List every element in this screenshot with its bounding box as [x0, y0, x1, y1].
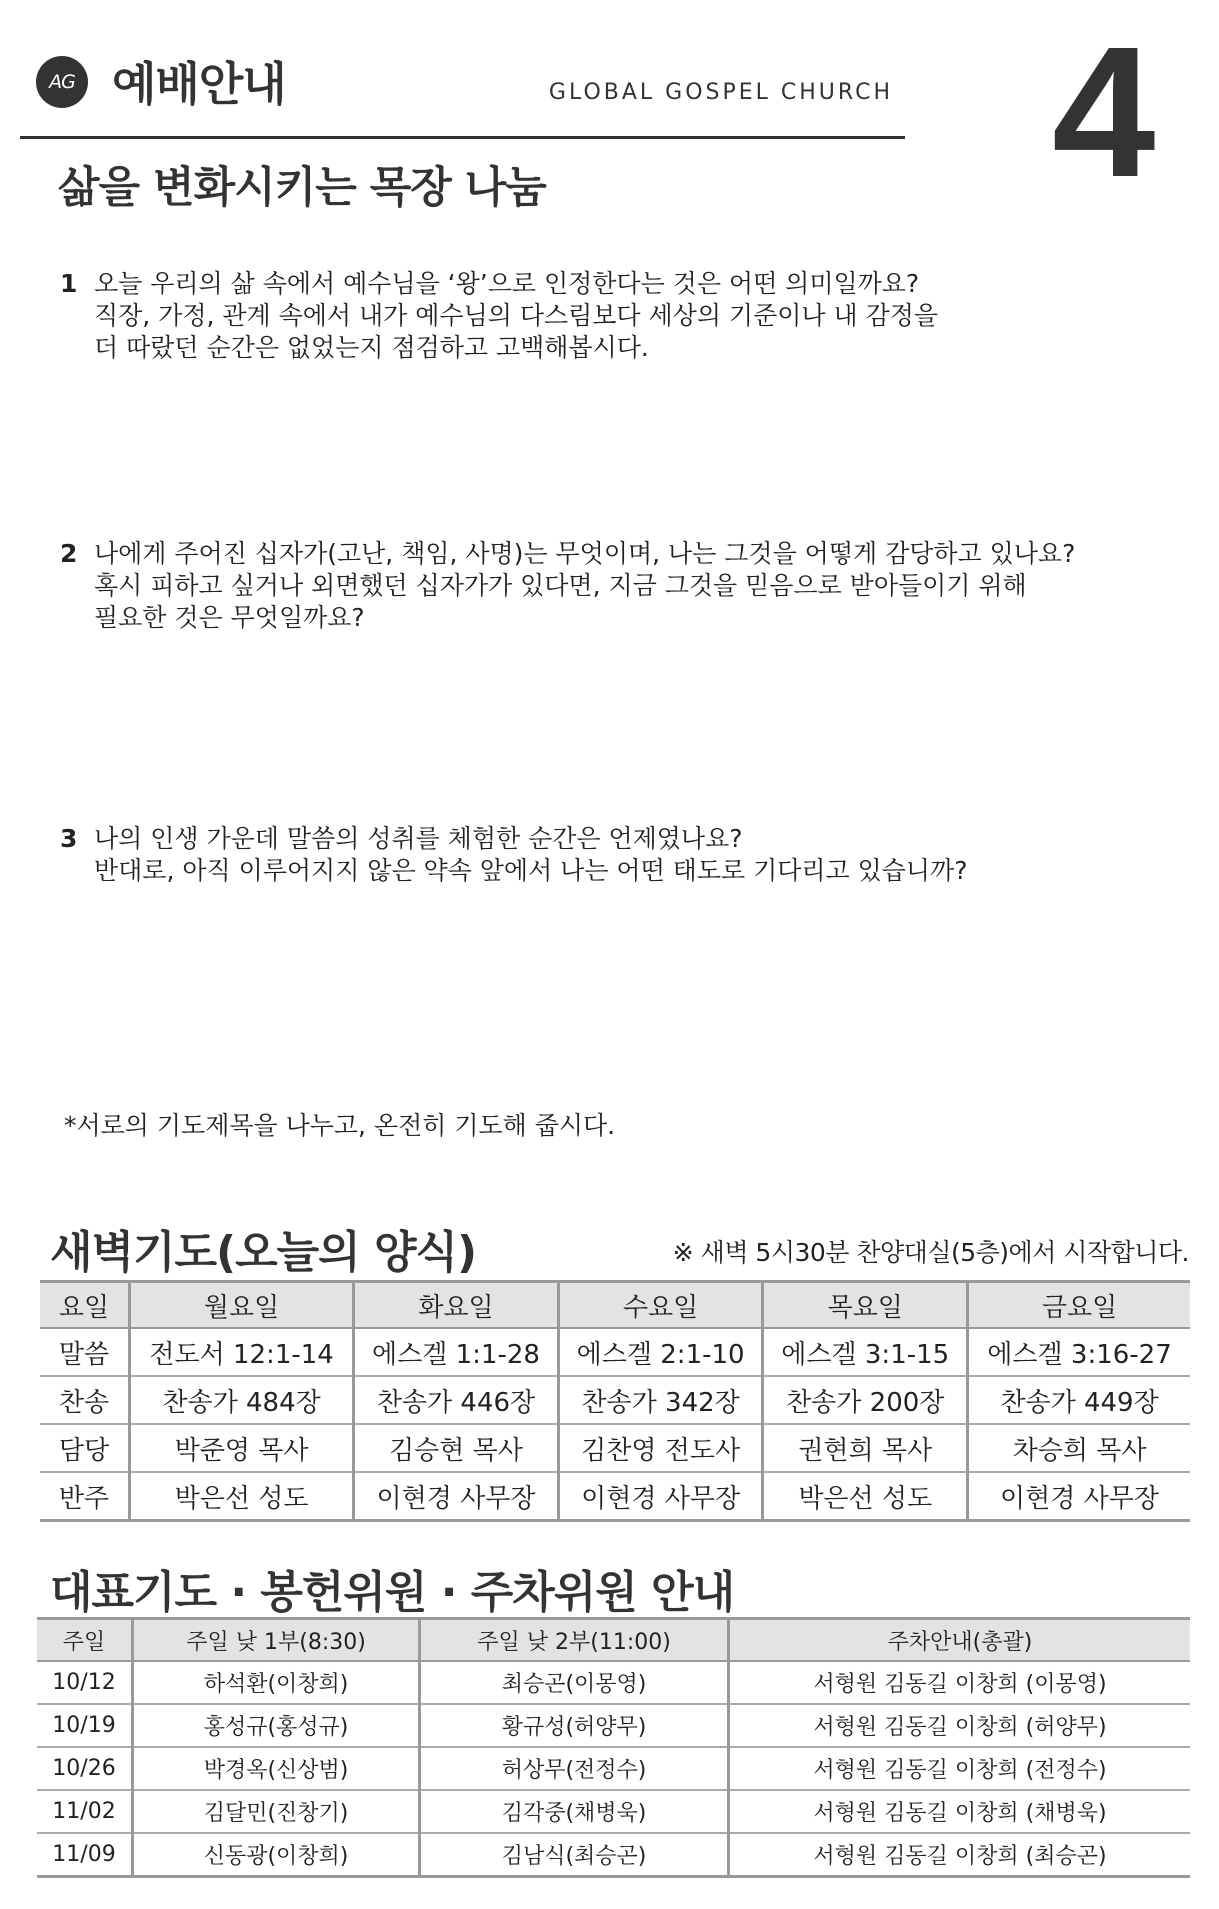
table-cell: 서형원 김동길 이창희 (최승곤) — [728, 1833, 1190, 1877]
question-2 — [60, 538, 1075, 634]
table-cell: 차승희 목사 — [968, 1424, 1190, 1472]
table-cell: 10/12 — [37, 1661, 133, 1704]
table-cell: 하석환(이창희) — [133, 1661, 420, 1704]
table-cell: 김승현 목사 — [354, 1424, 559, 1472]
table-cell: 에스겔 3:16-27 — [968, 1328, 1190, 1376]
section-title: 삶을 변화시키는 목장 나눔 — [58, 163, 546, 213]
table-header-cell: 목요일 — [763, 1282, 968, 1329]
table-cell: 박은선 성도 — [763, 1472, 968, 1521]
church-name: GLOBAL GOSPEL CHURCH — [548, 80, 893, 105]
table-row — [37, 1747, 1190, 1790]
question-line: 반대로, 아직 이루어지지 않은 약속 앞에서 나는 어떤 태도로 기다리고 있습니까? — [94, 856, 968, 885]
table-cell: 박경옥(신상범) — [133, 1747, 420, 1790]
question-line: 오늘 우리의 삶 속에서 예수님을 ‘왕’으로 인정한다는 것은 어떤 의미일까요? — [94, 269, 920, 298]
table-cell: 박은선 성도 — [130, 1472, 354, 1521]
prayer-note: *서로의 기도제목을 나누고, 온전히 기도해 줍시다. — [64, 1111, 616, 1140]
table-cell: 반주 — [40, 1472, 130, 1521]
table-cell: 서형원 김동길 이창희 (허양무) — [728, 1704, 1190, 1747]
dawn-prayer-table — [40, 1280, 1190, 1522]
table-cell: 에스겔 3:1-15 — [763, 1328, 968, 1376]
question-line: 혹시 피하고 싶거나 외면했던 십자가가 있다면, 지금 그것을 믿음으로 받아들이기 위해 — [94, 571, 1027, 600]
table-cell: 최승곤(이몽영) — [420, 1661, 729, 1704]
table-header-cell: 주일 낮 1부(8:30) — [133, 1619, 420, 1662]
table-cell: 찬송가 449장 — [968, 1376, 1190, 1424]
table-cell: 황규성(허양무) — [420, 1704, 729, 1747]
table-cell: 이현경 사무장 — [968, 1472, 1190, 1521]
table-cell: 찬송가 200장 — [763, 1376, 968, 1424]
table-cell: 김달민(진창기) — [133, 1790, 420, 1833]
table-row — [37, 1833, 1190, 1877]
table-header-cell: 월요일 — [130, 1282, 354, 1329]
question-line: 직장, 가정, 관계 속에서 내가 예수님의 다스림보다 세상의 기준이나 내 감정을 — [94, 301, 939, 330]
table-cell: 11/02 — [37, 1790, 133, 1833]
table-header-cell: 주일 낮 2부(11:00) — [420, 1619, 729, 1662]
table-cell: 신동광(이창희) — [133, 1833, 420, 1877]
table-cell: 찬송가 484장 — [130, 1376, 354, 1424]
table-cell: 찬송가 342장 — [558, 1376, 763, 1424]
table-cell: 에스겔 1:1-28 — [354, 1328, 559, 1376]
header-title: 예배안내 — [112, 57, 286, 111]
question-line: 더 따랐던 순간은 없었는지 점검하고 고백해봅시다. — [94, 333, 649, 362]
dawn-prayer-note: ※ 새벽 5시30분 찬양대실(5층)에서 시작합니다. — [672, 1238, 1189, 1267]
table-row — [37, 1704, 1190, 1747]
table-header-row — [37, 1619, 1190, 1662]
table-cell: 허상무(전정수) — [420, 1747, 729, 1790]
table-cell: 권현희 목사 — [763, 1424, 968, 1472]
table-cell: 찬송 — [40, 1376, 130, 1424]
table-cell: 이현경 사무장 — [354, 1472, 559, 1521]
question-1 — [60, 268, 938, 364]
table-cell: 홍성규(홍성규) — [133, 1704, 420, 1747]
table-cell: 에스겔 2:1-10 — [558, 1328, 763, 1376]
question-line: 나의 인생 가운데 말씀의 성취를 체험한 순간은 언제였나요? — [94, 824, 743, 853]
table-row — [37, 1661, 1190, 1704]
question-number: 2 — [60, 539, 78, 568]
table-cell: 10/26 — [37, 1747, 133, 1790]
table-cell: 10/19 — [37, 1704, 133, 1747]
representatives-table — [37, 1617, 1190, 1878]
table-cell: 말씀 — [40, 1328, 130, 1376]
table-cell: 서형원 김동길 이창희 (채병욱) — [728, 1790, 1190, 1833]
question-number: 3 — [60, 824, 78, 853]
table-cell: 서형원 김동길 이창희 (이몽영) — [728, 1661, 1190, 1704]
table-cell: 박준영 목사 — [130, 1424, 354, 1472]
table-header-cell: 화요일 — [354, 1282, 559, 1329]
question-3 — [60, 823, 968, 887]
page-number: 4 — [1052, 9, 1156, 216]
table-row — [40, 1424, 1190, 1472]
representatives-title: 대표기도 · 봉헌위원 · 주차위원 안내 — [50, 1567, 735, 1618]
table-cell: 서형원 김동길 이창희 (전정수) — [728, 1747, 1190, 1790]
table-row — [37, 1790, 1190, 1833]
table-cell: 김찬영 전도사 — [558, 1424, 763, 1472]
table-header-cell: 금요일 — [968, 1282, 1190, 1329]
table-header-cell: 수요일 — [558, 1282, 763, 1329]
table-cell: 이현경 사무장 — [558, 1472, 763, 1521]
table-row — [40, 1472, 1190, 1521]
table-cell: 담당 — [40, 1424, 130, 1472]
table-header-cell: 주차안내(총괄) — [728, 1619, 1190, 1662]
question-line: 필요한 것은 무엇일까요? — [94, 603, 365, 632]
table-header-row — [40, 1282, 1190, 1329]
table-row — [40, 1328, 1190, 1376]
table-cell: 찬송가 446장 — [354, 1376, 559, 1424]
table-header-cell: 주일 — [37, 1619, 133, 1662]
table-cell: 전도서 12:1-14 — [130, 1328, 354, 1376]
table-cell: 김남식(최승곤) — [420, 1833, 729, 1877]
question-line: 나에게 주어진 십자가(고난, 책임, 사명)는 무엇이며, 나는 그것을 어떻게 감당하고 있나요? — [94, 539, 1076, 568]
table-cell: 김각중(채병욱) — [420, 1790, 729, 1833]
table-cell: 11/09 — [37, 1833, 133, 1877]
table-header-cell: 요일 — [40, 1282, 130, 1329]
church-logo-icon: AG — [36, 56, 88, 108]
table-row — [40, 1376, 1190, 1424]
dawn-prayer-title: 새벽기도(오늘의 양식) — [50, 1227, 477, 1278]
page-header — [20, 40, 905, 139]
question-number: 1 — [60, 269, 78, 298]
